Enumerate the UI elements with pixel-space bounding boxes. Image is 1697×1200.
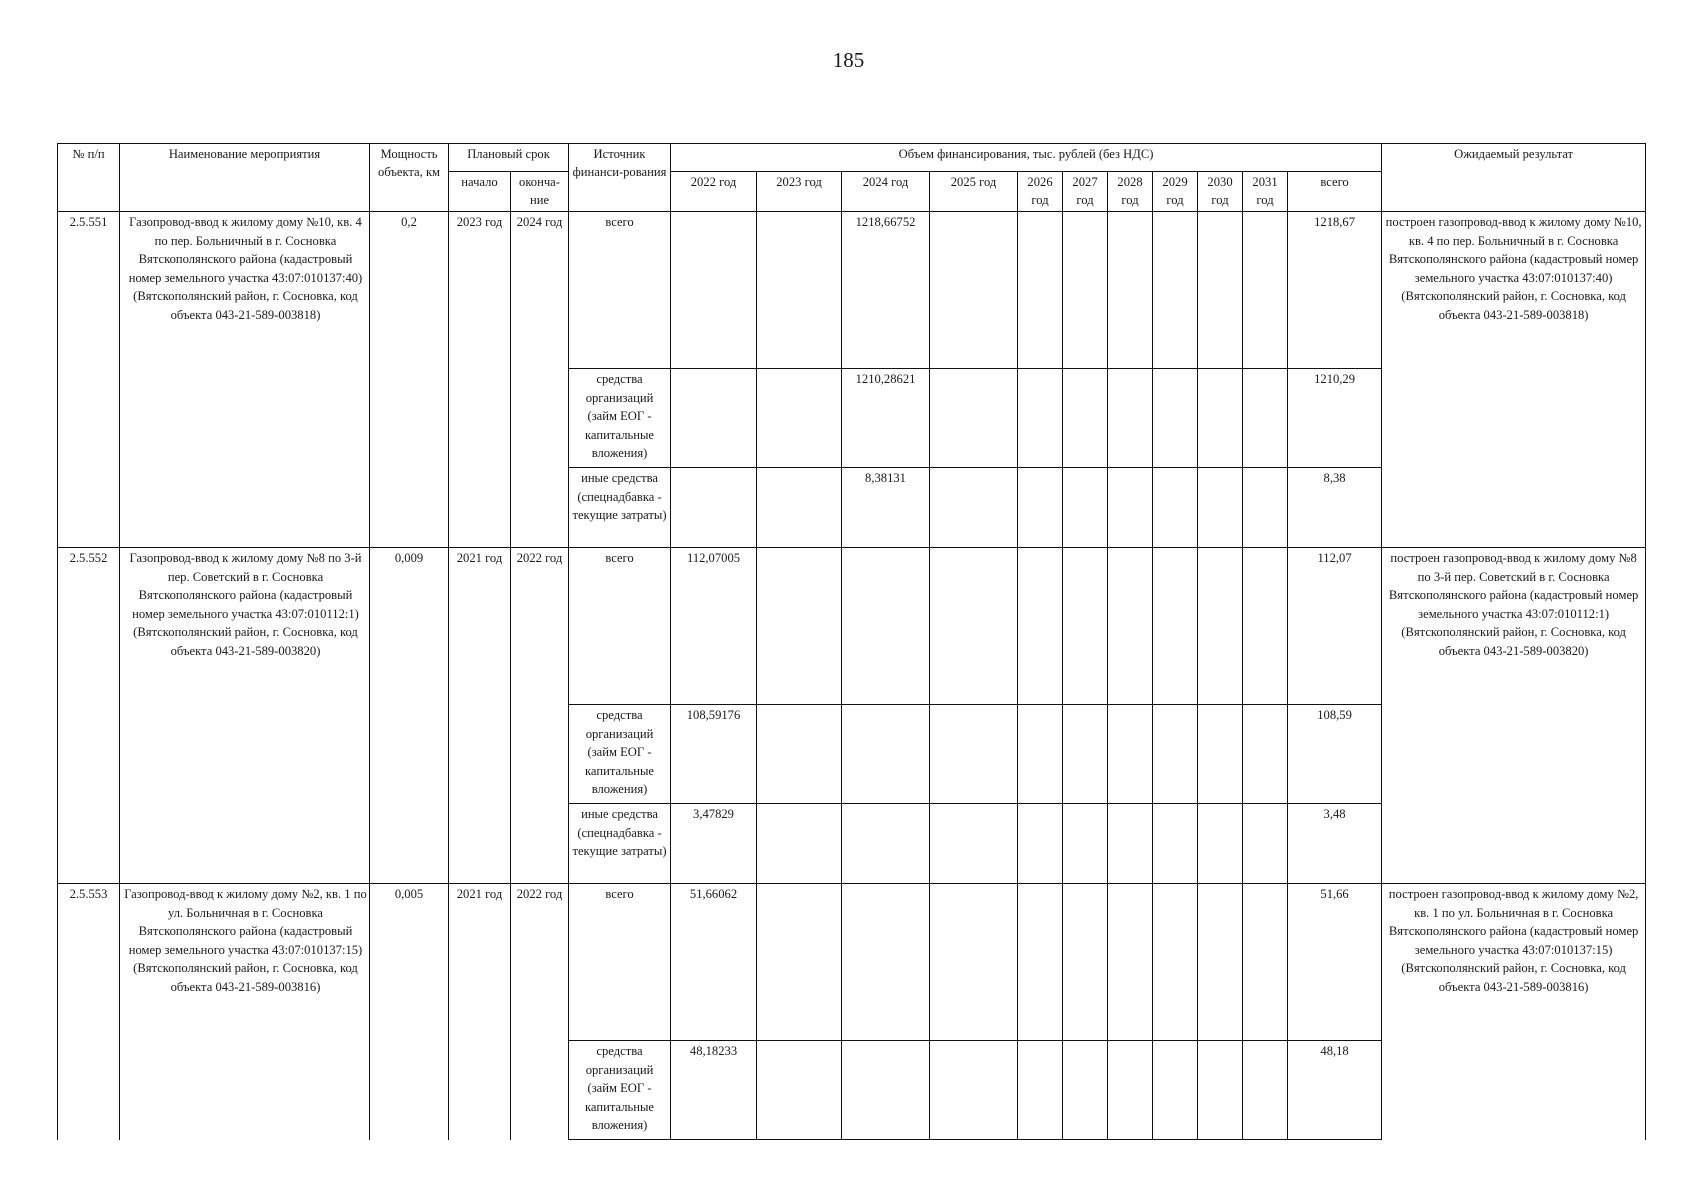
value-2022: 3,47829 (671, 804, 757, 884)
header-year-2024: 2024 год (842, 172, 930, 212)
header-year-2029: 2029 год (1153, 172, 1198, 212)
row-end: 2022 год (511, 884, 569, 1140)
source-total: всего (569, 548, 671, 705)
header-funding: Объем финансирования, тыс. рублей (без НДС) (671, 144, 1382, 172)
header-result: Ожидаемый результат (1382, 144, 1646, 212)
value-sum: 108,59 (1288, 705, 1382, 804)
table-row (58, 212, 1646, 369)
funding-table (57, 143, 1646, 1140)
row-name: Газопровод-ввод к жилому дому №8 по 3-й пер. Советский в г. Сосновка Вятскополянского района (кадастровый номер земельного участка 43:07:010112:1) (Вятскополянский район, г. Сосновка, код объекта 043-21-589-003820) (120, 548, 370, 884)
header-total: всего (1288, 172, 1382, 212)
value-2022: 112,07005 (671, 548, 757, 705)
header-year-2022: 2022 год (671, 172, 757, 212)
row-capacity: 0,2 (370, 212, 449, 548)
value-sum: 1210,29 (1288, 369, 1382, 468)
header-year-2023: 2023 год (757, 172, 842, 212)
row-end: 2022 год (511, 548, 569, 884)
row-num: 2.5.552 (58, 548, 120, 884)
value-sum: 48,18 (1288, 1041, 1382, 1140)
header-source: Источник финанси-рования (569, 144, 671, 212)
source-other: иные средства (спецнадбавка - текущие затраты) (569, 468, 671, 548)
header-year-2027: 2027 год (1063, 172, 1108, 212)
value-sum: 1218,67 (1288, 212, 1382, 369)
source-org: средства организаций (займ ЕОГ - капитальные вложения) (569, 705, 671, 804)
value-2024: 1218,66752 (842, 212, 930, 369)
table-row (58, 884, 1646, 1041)
header-year-2025: 2025 год (930, 172, 1018, 212)
header-num: № п/п (58, 144, 120, 212)
header-name: Наименование мероприятия (120, 144, 370, 212)
header-term-start: начало (449, 172, 511, 212)
source-total: всего (569, 884, 671, 1041)
header-capacity: Мощность объекта, км (370, 144, 449, 212)
row-end: 2024 год (511, 212, 569, 548)
value-sum: 51,66 (1288, 884, 1382, 1041)
row-capacity: 0,009 (370, 548, 449, 884)
header-year-2026: 2026 год (1018, 172, 1063, 212)
row-name: Газопровод-ввод к жилому дому №10, кв. 4 по пер. Больничный в г. Сосновка Вятскополянского района (кадастровый номер земельного участка 43:07:010137:40) (Вятскополянский район, г. Сосновка, код объекта 043-21-589-003818) (120, 212, 370, 548)
row-name: Газопровод-ввод к жилому дому №2, кв. 1 по ул. Больничная в г. Сосновка Вятскополянского района (кадастровый номер земельного участка 43:07:010137:15) (Вятскополянский район, г. Сосновка, код объекта 043-21-589-003816) (120, 884, 370, 1140)
source-org: средства организаций (займ ЕОГ - капитальные вложения) (569, 369, 671, 468)
header-year-2031: 2031 год (1243, 172, 1288, 212)
source-total: всего (569, 212, 671, 369)
page-number: 185 (832, 48, 865, 72)
row-num: 2.5.551 (58, 212, 120, 548)
header-term-end: оконча-ние (511, 172, 569, 212)
value-sum: 3,48 (1288, 804, 1382, 884)
row-capacity: 0,005 (370, 884, 449, 1140)
row-result: построен газопровод-ввод к жилому дому №10, кв. 4 по пер. Больничный в г. Сосновка Вятскополянского района (кадастровый номер земельного участка 43:07:010137:40) (Вятскополянский район, г. Сосновка, код объекта 043-21-589-003818) (1382, 212, 1646, 548)
value-2022: 51,66062 (671, 884, 757, 1041)
value-2024: 8,38131 (842, 468, 930, 548)
table-row (58, 548, 1646, 705)
row-start: 2021 год (449, 884, 511, 1140)
value-sum: 8,38 (1288, 468, 1382, 548)
row-result: построен газопровод-ввод к жилому дому №2, кв. 1 по ул. Больничная в г. Сосновка Вятскополянского района (кадастровый номер земельного участка 43:07:010137:15) (Вятскополянский район, г. Сосновка, код объекта 043-21-589-003816) (1382, 884, 1646, 1140)
value-2022: 108,59176 (671, 705, 757, 804)
row-result: построен газопровод-ввод к жилому дому №8 по 3-й пер. Советский в г. Сосновка Вятскополянского района (кадастровый номер земельного участка 43:07:010112:1) (Вятскополянский район, г. Сосновка, код объекта 043-21-589-003820) (1382, 548, 1646, 884)
row-num: 2.5.553 (58, 884, 120, 1140)
row-start: 2023 год (449, 212, 511, 548)
value-2022: 48,18233 (671, 1041, 757, 1140)
header-term: Плановый срок (449, 144, 569, 172)
source-other: иные средства (спецнадбавка - текущие затраты) (569, 804, 671, 884)
value-sum: 112,07 (1288, 548, 1382, 705)
header-year-2030: 2030 год (1198, 172, 1243, 212)
source-org: средства организаций (займ ЕОГ - капитальные вложения) (569, 1041, 671, 1140)
row-start: 2021 год (449, 548, 511, 884)
header-year-2028: 2028 год (1108, 172, 1153, 212)
value-2024: 1210,28621 (842, 369, 930, 468)
